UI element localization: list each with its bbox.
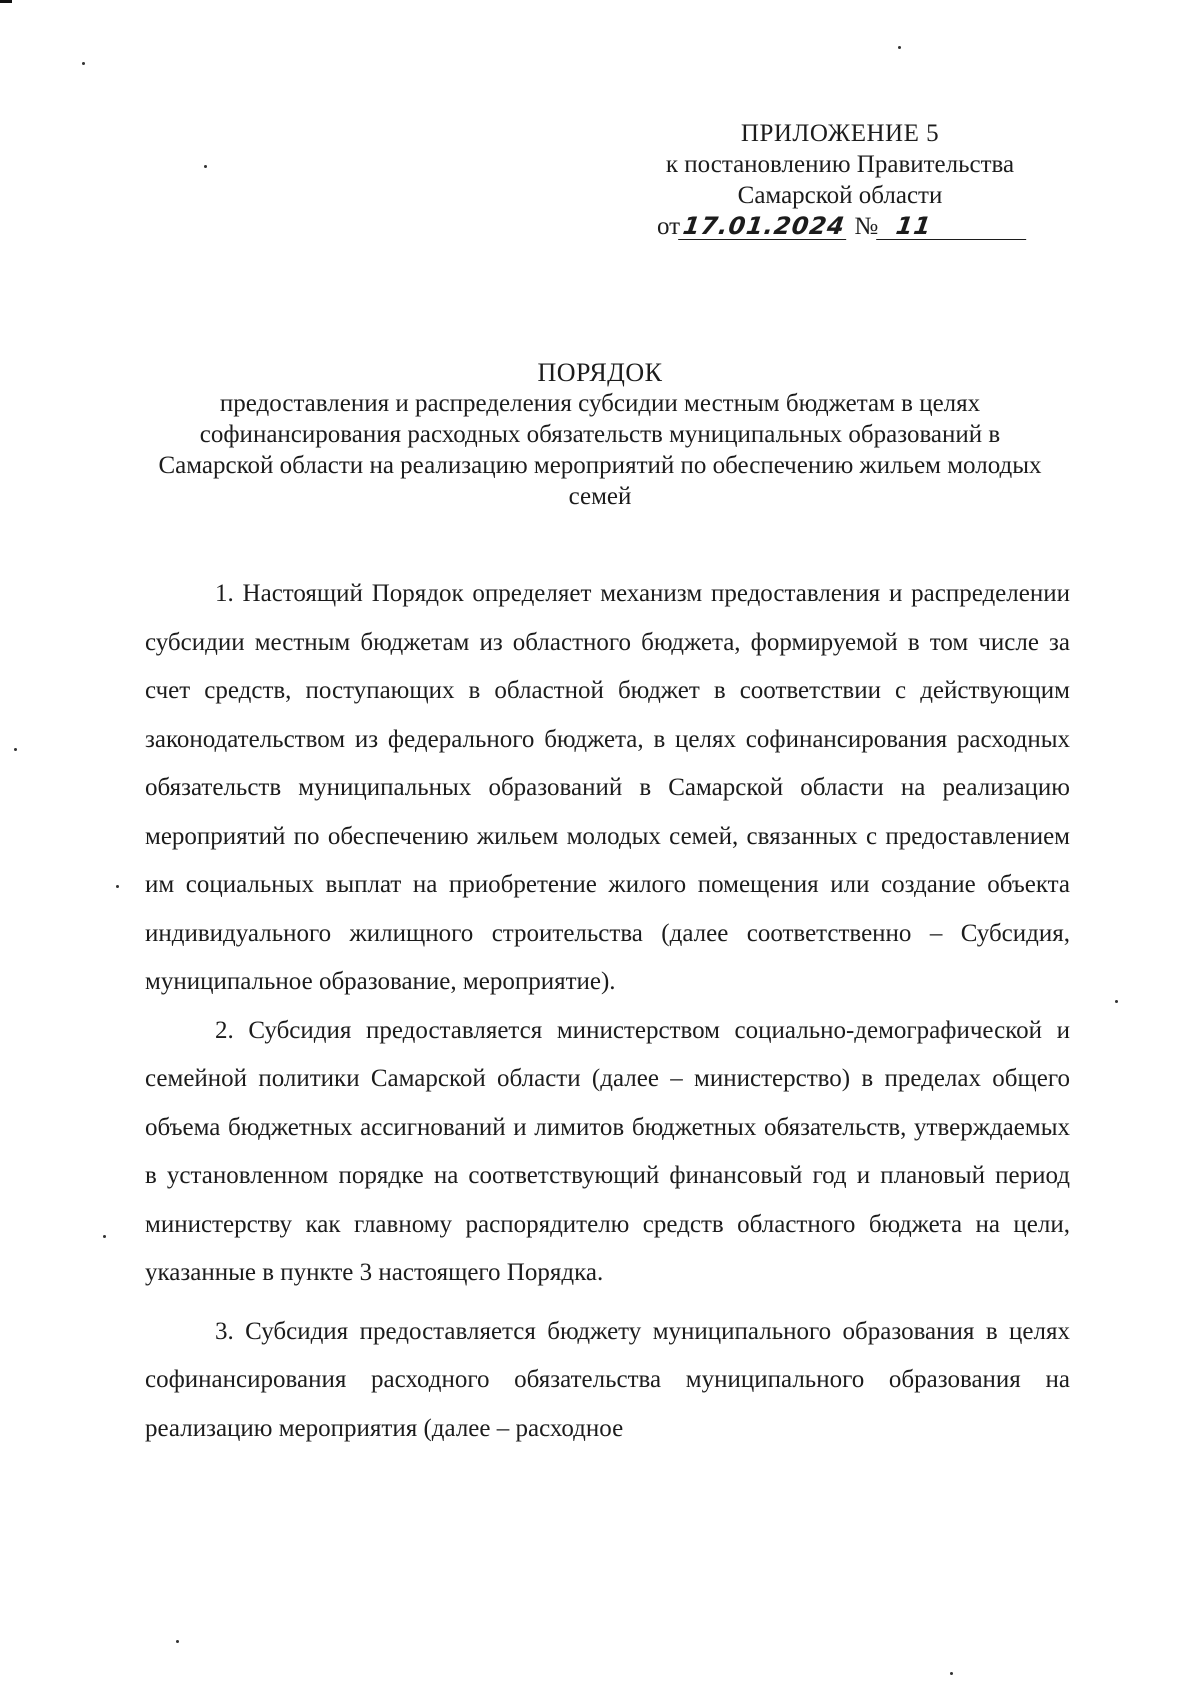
handwritten-date: 17.01.2024 [678,213,850,240]
scan-speck [898,46,901,49]
document-body [145,570,1070,1453]
number-prefix: № [854,213,879,240]
appendix-line-2: Самарской области [737,182,943,209]
handwritten-number: 11 [876,213,1030,240]
scan-speck [950,1672,953,1675]
scan-speck [204,165,207,168]
paragraph-3: 3. Субсидия предоставляется бюджету муниципального образования в целях софинансирования расходного обязательства муниципального образования на реализацию мероприятия (далее – расходное [145,1317,1070,1442]
scan-speck [176,1640,179,1643]
scan-speck [103,1235,106,1238]
decree-date-number [600,211,1080,242]
paragraph-1: 1. Настоящий Порядок определяет механизм предоставления и распределении субсидии местным бюджетам из областного бюджета, формируемой в том числе за счет средств, поступающих в областной бюджет в соответствии с действующим законодательством из федерального бюджета, в целях софинансирования расходных обязательств муниципальных образований в Самарской области на реализацию мероприятий по обеспечению жильем молодых семей, связанных с предоставлением им социальных выплат на приобретение жилого помещения или создание объекта индивидуального жилищного строительства (далее соответственно – Субсидия, муниципальное образование, мероприятие). [145,580,1070,995]
document-title: ПОРЯДОК [537,358,663,387]
scan-speck [1115,1000,1118,1003]
appendix-line-1: к постановлению Правительства [665,151,1015,178]
scan-speck [14,748,17,751]
document-subtitle: предоставления и распределения субсидии местным бюджетам в целях софинансирования расходных обязательств муниципальных образований в Самарской области на реализацию мероприятий по обеспечению жильем молодых семей [158,390,1042,510]
appendix-title: ПРИЛОЖЕНИЕ 5 [740,120,940,147]
document-title-block [140,357,1060,512]
appendix-header [600,118,1080,242]
scan-speck [116,885,119,888]
scan-speck [82,62,85,65]
paragraph-2: 2. Субсидия предоставляется министерством социально-демографической и семейной политики Самарской области (далее – министерство) в пределах общего объема бюджетных ассигнований и лимитов бюджетных обязательств, утверждаемых в установленном порядке на соответствующий финансовый год и плановый период министерству как главному распорядителю средств областного бюджета на цели, указанные в пункте 3 настоящего Порядка. [145,1016,1070,1286]
scan-corner-mark [0,0,12,3]
date-prefix: от [657,213,681,240]
